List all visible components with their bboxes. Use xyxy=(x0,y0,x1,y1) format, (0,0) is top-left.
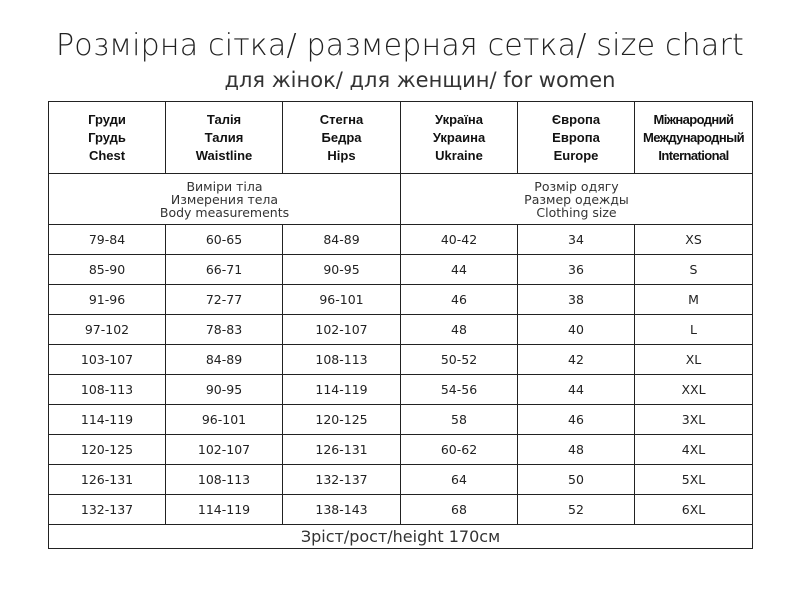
ukraine-size-cell: 40-42 xyxy=(401,225,518,255)
europe-size-cell: 46 xyxy=(518,405,635,435)
ukraine-size-cell: 68 xyxy=(401,495,518,525)
table-row xyxy=(49,345,753,375)
header-label-en: Europe xyxy=(553,147,599,163)
table-row xyxy=(49,465,753,495)
header-label-en: Hips xyxy=(327,147,356,163)
chest-cell: 114-119 xyxy=(49,405,166,435)
waist-cell: 108-113 xyxy=(166,465,283,495)
waist-cell: 114-119 xyxy=(166,495,283,525)
international-size-cell: 4XL xyxy=(635,435,753,465)
header-label-ru: Украина xyxy=(432,129,486,145)
header-label-ru: Международный xyxy=(643,129,744,145)
chest-cell: 85-90 xyxy=(49,255,166,285)
europe-size-cell: 34 xyxy=(518,225,635,255)
ukraine-size-cell: 60-62 xyxy=(401,435,518,465)
header-label-en: Chest xyxy=(88,147,126,163)
international-size-cell: L xyxy=(635,315,753,345)
header-ukraine xyxy=(401,102,518,174)
group-clothing-size xyxy=(401,174,753,225)
waist-cell: 78-83 xyxy=(166,315,283,345)
header-label-uk: Стегна xyxy=(319,111,364,127)
hips-cell: 108-113 xyxy=(283,345,401,375)
table-row xyxy=(49,375,753,405)
waist-cell: 66-71 xyxy=(166,255,283,285)
table-row xyxy=(49,225,753,255)
header-label-uk: Міжнародний xyxy=(653,111,734,127)
europe-size-cell: 48 xyxy=(518,435,635,465)
waist-cell: 102-107 xyxy=(166,435,283,465)
chest-cell: 108-113 xyxy=(49,375,166,405)
group-body-measurements xyxy=(49,174,401,225)
header-label-uk: Європа xyxy=(551,111,601,127)
hips-cell: 132-137 xyxy=(283,465,401,495)
header-chest xyxy=(49,102,166,174)
group-label-en: Clothing size xyxy=(536,204,617,220)
international-size-cell: XXL xyxy=(635,375,753,405)
chest-cell: 103-107 xyxy=(49,345,166,375)
header-label-uk: Україна xyxy=(434,111,483,127)
header-label-ru: Грудь xyxy=(88,129,126,145)
hips-cell: 138-143 xyxy=(283,495,401,525)
europe-size-cell: 36 xyxy=(518,255,635,285)
ukraine-size-cell: 48 xyxy=(401,315,518,345)
chest-cell: 120-125 xyxy=(49,435,166,465)
table-row xyxy=(49,435,753,465)
table-row xyxy=(49,405,753,435)
europe-size-cell: 38 xyxy=(518,285,635,315)
europe-size-cell: 52 xyxy=(518,495,635,525)
group-label-en: Body measurements xyxy=(159,204,290,220)
table-row xyxy=(49,255,753,285)
table-row xyxy=(49,495,753,525)
waist-cell: 60-65 xyxy=(166,225,283,255)
header-label-en: Ukraine xyxy=(435,147,483,163)
chart-subtitle: для жінок/ для женщин/ for women xyxy=(224,68,616,92)
header-label-en: Waistline xyxy=(195,147,253,163)
header-label-ru: Европа xyxy=(552,129,600,145)
table-row xyxy=(49,285,753,315)
waist-cell: 84-89 xyxy=(166,345,283,375)
footer-row xyxy=(49,525,753,549)
header-label-en: International xyxy=(658,147,729,163)
chest-cell: 91-96 xyxy=(49,285,166,315)
international-size-cell: 5XL xyxy=(635,465,753,495)
group-label-uk: Виміри тіла xyxy=(186,178,263,194)
header-europe xyxy=(518,102,635,174)
header-international xyxy=(635,102,753,174)
international-size-cell: XL xyxy=(635,345,753,375)
ukraine-size-cell: 46 xyxy=(401,285,518,315)
chest-cell: 79-84 xyxy=(49,225,166,255)
group-row xyxy=(49,174,753,225)
hips-cell: 126-131 xyxy=(283,435,401,465)
size-chart-table xyxy=(48,101,753,549)
international-size-cell: M xyxy=(635,285,753,315)
table-row xyxy=(49,315,753,345)
hips-cell: 102-107 xyxy=(283,315,401,345)
ukraine-size-cell: 50-52 xyxy=(401,345,518,375)
header-label-uk: Талія xyxy=(206,111,242,127)
ukraine-size-cell: 44 xyxy=(401,255,518,285)
international-size-cell: XS xyxy=(635,225,753,255)
chart-title: Розмірна сітка/ размерная сетка/ size chart xyxy=(56,28,744,63)
ukraine-size-cell: 58 xyxy=(401,405,518,435)
ukraine-size-cell: 54-56 xyxy=(401,375,518,405)
header-row xyxy=(49,102,753,174)
header-label-ru: Талия xyxy=(204,129,244,145)
height-note: Зріст/рост/height 170см xyxy=(49,525,753,549)
international-size-cell: 3XL xyxy=(635,405,753,435)
header-label-uk: Груди xyxy=(88,111,126,127)
chest-cell: 126-131 xyxy=(49,465,166,495)
chest-cell: 97-102 xyxy=(49,315,166,345)
international-size-cell: 6XL xyxy=(635,495,753,525)
international-size-cell: S xyxy=(635,255,753,285)
group-label-ru: Измерения тела xyxy=(170,191,279,207)
waist-cell: 90-95 xyxy=(166,375,283,405)
group-label-ru: Размер одежды xyxy=(524,191,629,207)
europe-size-cell: 42 xyxy=(518,345,635,375)
europe-size-cell: 40 xyxy=(518,315,635,345)
hips-cell: 96-101 xyxy=(283,285,401,315)
hips-cell: 120-125 xyxy=(283,405,401,435)
hips-cell: 114-119 xyxy=(283,375,401,405)
hips-cell: 84-89 xyxy=(283,225,401,255)
chest-cell: 132-137 xyxy=(49,495,166,525)
ukraine-size-cell: 64 xyxy=(401,465,518,495)
header-waist xyxy=(166,102,283,174)
waist-cell: 72-77 xyxy=(166,285,283,315)
europe-size-cell: 44 xyxy=(518,375,635,405)
group-label-uk: Розмір одягу xyxy=(534,178,619,194)
header-hips xyxy=(283,102,401,174)
header-label-ru: Бедра xyxy=(321,129,362,145)
waist-cell: 96-101 xyxy=(166,405,283,435)
hips-cell: 90-95 xyxy=(283,255,401,285)
europe-size-cell: 50 xyxy=(518,465,635,495)
